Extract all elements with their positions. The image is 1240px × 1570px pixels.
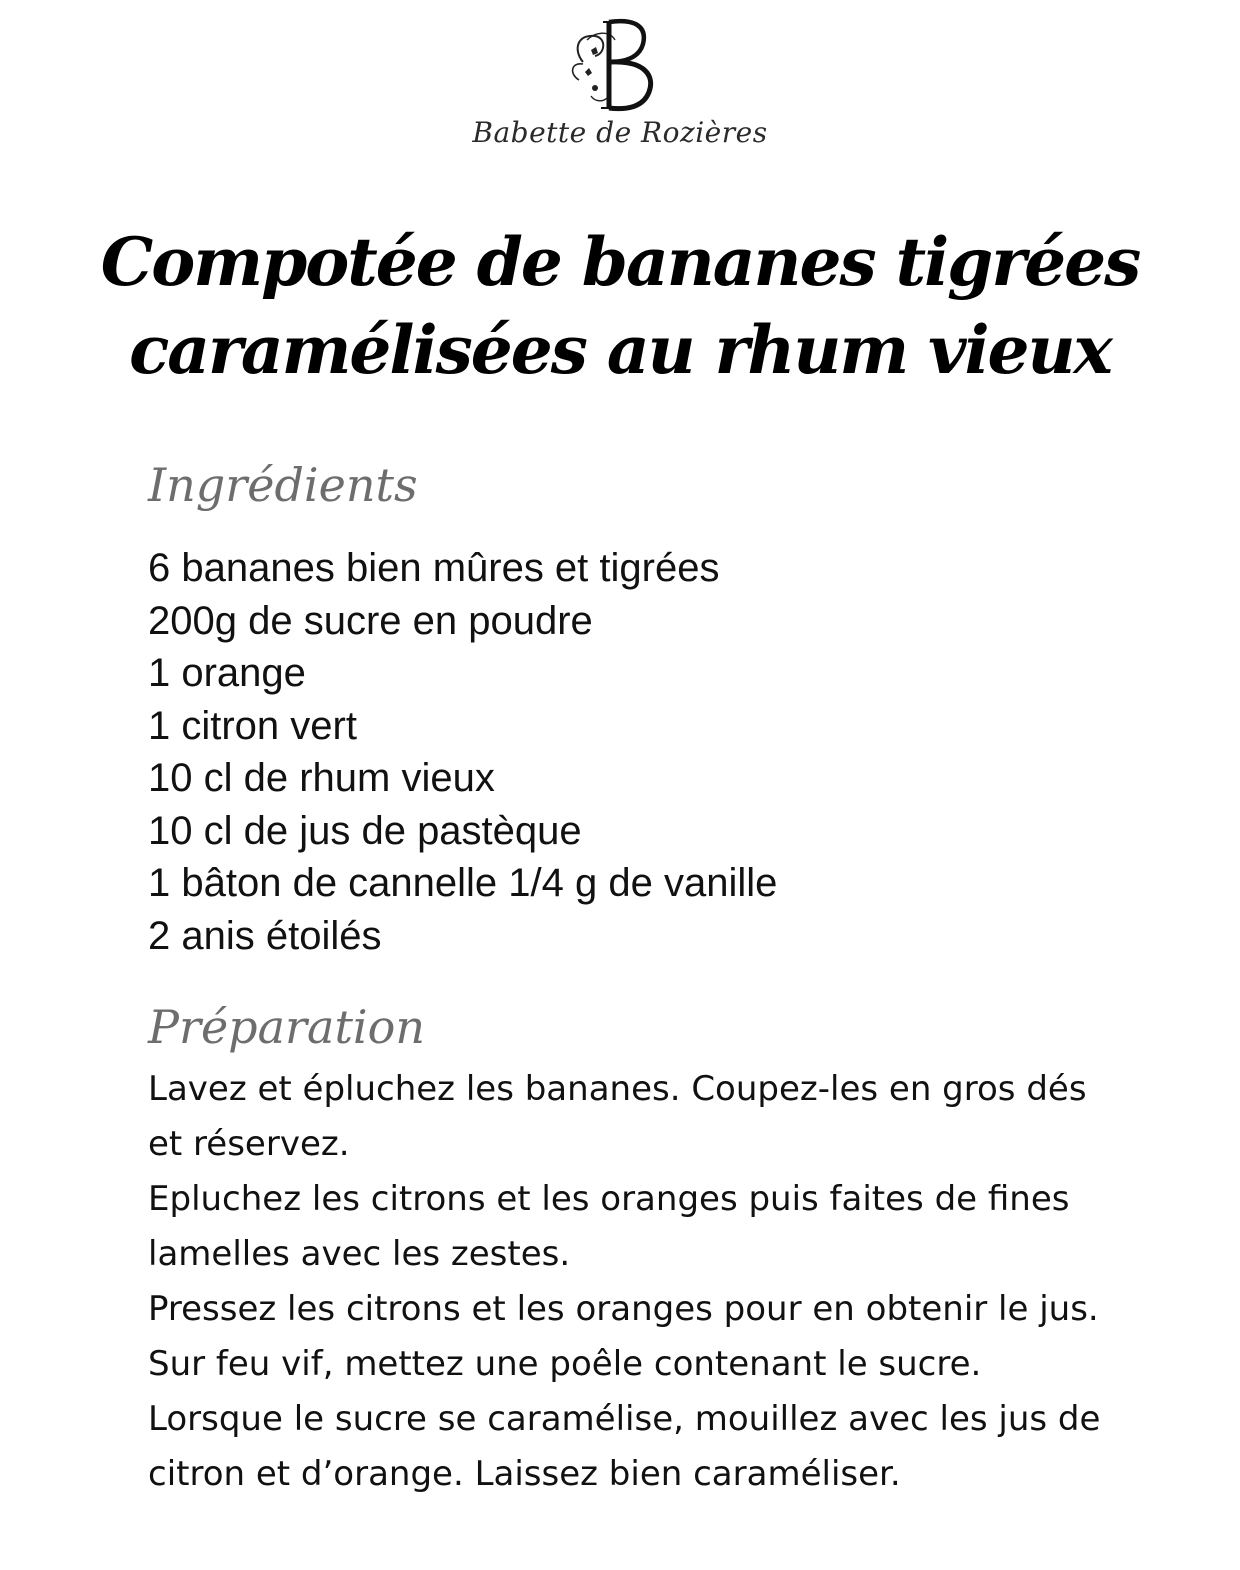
ingredients-heading: Ingrédients bbox=[148, 458, 418, 512]
ingredient-item: 1 citron vert bbox=[148, 703, 357, 748]
brand-logo bbox=[0, 10, 1240, 120]
brand-name: Babette de Rozières bbox=[472, 116, 768, 149]
preparation-step: Pressez les citrons et les oranges pour en obtenir le jus. bbox=[148, 1289, 1099, 1329]
ingredient-item: 2 anis étoilés bbox=[148, 913, 382, 958]
ingredient-item: 200g de sucre en poudre bbox=[148, 598, 593, 643]
ingredient-item: 10 cl de jus de pastèque bbox=[148, 808, 582, 853]
ingredient-item: 10 cl de rhum vieux bbox=[148, 756, 495, 800]
monogram-b-icon bbox=[565, 10, 675, 120]
preparation-step: Sur feu vif, mettez une poêle contenant le sucre. bbox=[148, 1344, 982, 1384]
recipe-title-line-1: Compotée de bananes tigrées bbox=[100, 223, 1140, 301]
recipe-title bbox=[0, 218, 1240, 394]
preparation-step: Epluchez les citrons et les oranges puis faites de fines lamelles avec les zestes. bbox=[148, 1179, 1070, 1274]
ingredients-list bbox=[148, 542, 777, 962]
ingredient-item: 1 orange bbox=[148, 651, 306, 695]
recipe-title-line-2: caramélisées au rhum vieux bbox=[129, 311, 1111, 389]
preparation-step: Lavez et épluchez les bananes. Coupez-les en gros dés et réservez. bbox=[148, 1069, 1087, 1164]
ingredient-item: 1 bâton de cannelle 1/4 g de vanille bbox=[148, 861, 778, 905]
preparation-steps bbox=[148, 1062, 1108, 1502]
ingredient-item: 6 bananes bien mûres et tigrées bbox=[148, 546, 720, 590]
preparation-heading: Préparation bbox=[148, 1000, 425, 1054]
preparation-step: Lorsque le sucre se caramélise, mouillez avec les jus de citron et d’orange. Laissez bien caraméliser. bbox=[148, 1399, 1101, 1494]
